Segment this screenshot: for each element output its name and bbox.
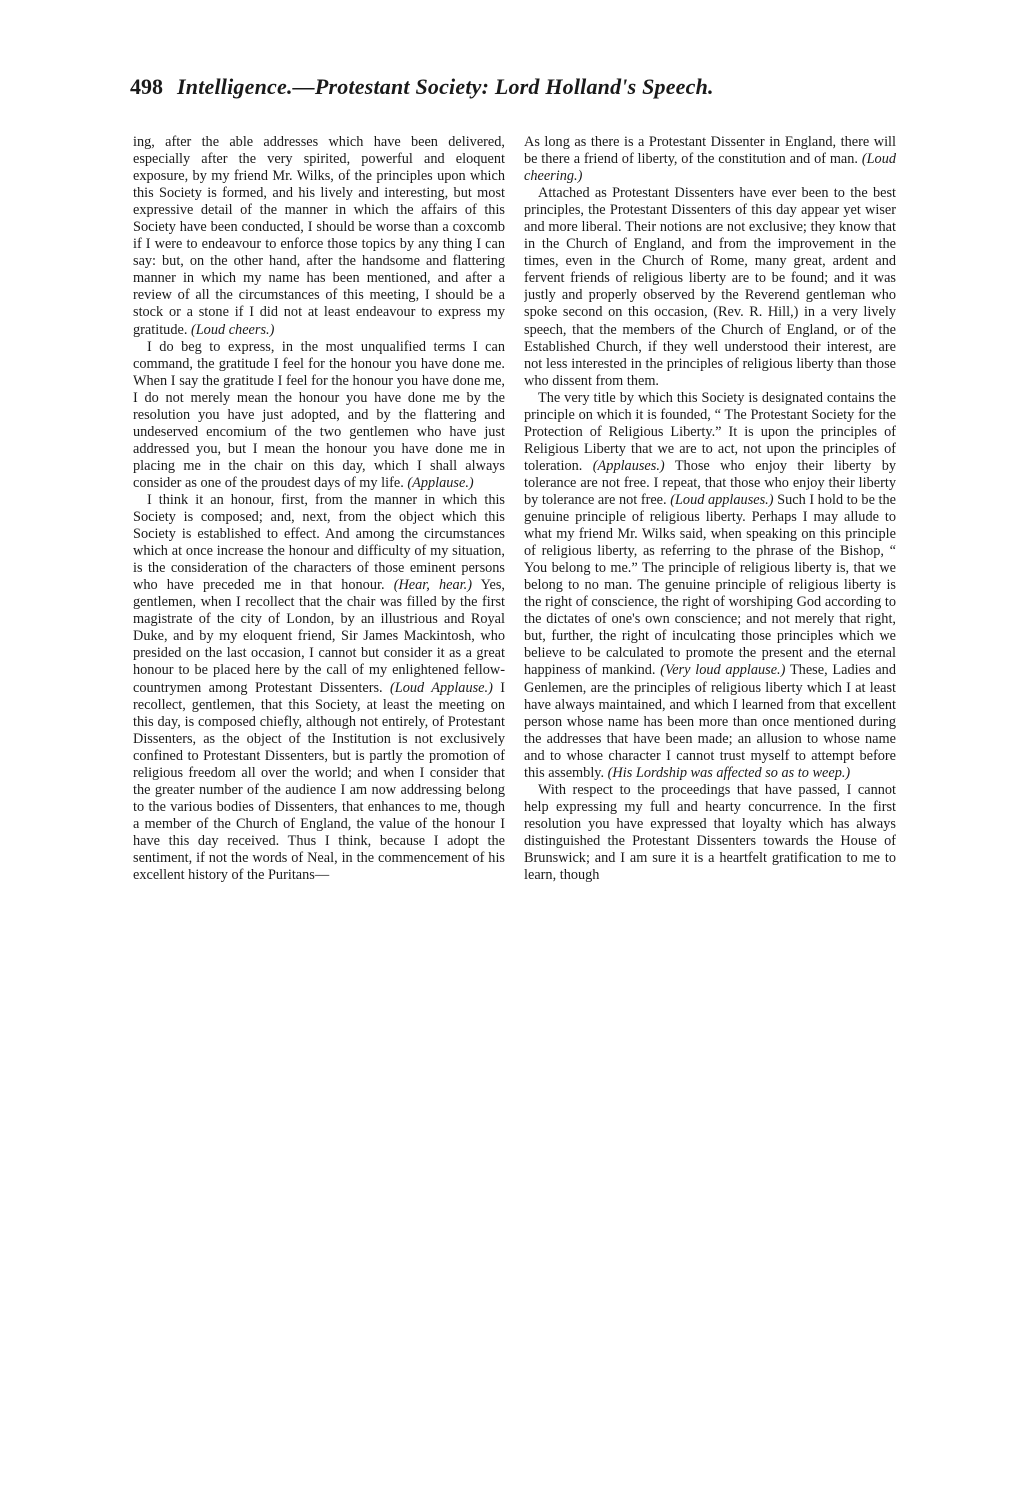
stage-note: (Applause.): [407, 474, 474, 491]
stage-note: (His Lordship was affected so as to weep.): [607, 764, 851, 781]
paragraph-text: As long as there is a Protestant Dissenter in England, there will be there a friend of liberty, of the constitution and of man.: [524, 134, 896, 168]
right-column: [524, 134, 896, 1434]
paragraph: [524, 185, 896, 390]
paragraph-text: I recollect, gentlemen, that this Society, at least the meeting on this day, is composed chiefly, although not entirely, of Protestant Dissenters, as the object of the Institution is not exclusively confined to Protestant Dissenters, but is partly the promotion of religious freedom all over the world; and when I consider that the greater number of the audience I am now addressing belong to the various bodies of Dissenters, that enhances to me, though a member of the Church of England, the value of the honour I have this day received. Thus I think, because I adopt the sentiment, if not the words of Neal, in the commencement of his excellent history of the Puritans—: [133, 679, 505, 884]
running-header: [130, 74, 920, 108]
paragraph-text: These, Ladies and Genlemen, are the principles of religious liberty which I at least have always maintained, and which I learned from that excellent person whose name has been more than once mentioned during the addresses that have been made; an allusion to whose name and to whose character I cannot trust myself to attempt before this assembly.: [524, 662, 896, 781]
stage-note: (Loud applauses.): [670, 491, 774, 508]
paragraph: [133, 492, 505, 884]
stage-note: (Loud cheering.): [524, 151, 896, 185]
stage-note: (Loud Applause.): [390, 679, 493, 696]
paragraph-text: Such I hold to be the genuine principle of religious liberty. Perhaps I may allude to what my friend Mr. Wilks said, when speaking on this principle of religious liberty, as referring to the phrase of the Bishop, “ You belong to me.” The principle of religious liberty is, that we belong to no man. The genuine principle of religious liberty is the right of conscience, the right of worshiping God according to the dictates of one's own conscience; and not merely that right, but, further, the right of inculcating those principles which we believe to be calculated to promote the present and the eternal happiness of mankind.: [524, 491, 896, 679]
paragraph-text: Attached as Protestant Dissenters have ever been to the best principles, the Protestant Dissenters of this day appear yet wiser and more liberal. Their notions are not exclusive; they know that in the Church of England, and from the improvement in the times, even in the Church of Rome, many great, ardent and fervent friends of religious liberty are to be found; and it was justly and properly observed by the Reverend gentleman who spoke second on this occasion, (Rev. R. Hill,) in a very lively speech, that the members of the Church of England, or of the Established Church, if they well understood their interest, are not less interested in the principles of religious liberty than those who dissent from them.: [524, 185, 896, 389]
paragraph-text: Those who enjoy their liberty by tolerance are not free. I repeat, that those who enjoy their liberty by tolerance are not free.: [524, 457, 896, 508]
paragraph-text: Yes, gentlemen, when I recollect that the chair was filled by the first magistrate of the city of London, by an illustrious and Royal Duke, and by my eloquent friend, Sir James Mackintosh, who presided on the last occasion, I cannot but consider it as a great honour to be placed here by the call of my enlightened fellow-countrymen among Protestant Dissenters.: [133, 577, 505, 696]
paragraph-text: I think it an honour, first, from the manner in which this Society is composed; and, next, from the object which this Society is established to effect. And among the circumstances which at once increase the honour and difficulty of my situation, is the consideration of the characters of those eminent persons who have preceded me in that honour.: [133, 491, 505, 594]
stage-note: (Applauses.): [592, 457, 665, 474]
paragraph: [524, 134, 896, 185]
paragraph: [524, 782, 896, 884]
page-number: 498: [130, 74, 163, 99]
stage-note: (Loud cheers.): [190, 321, 275, 338]
paragraph-text: The very title by which this Society is designated contains the principle on which it is founded, “ The Protestant Society for the Protection of Religious Liberty.” It is upon the principles of Religious Liberty that we are to act, not upon the principles of toleration.: [524, 389, 896, 474]
stage-note: (Hear, hear.): [393, 577, 472, 594]
paragraph-text: ing, after the able addresses which have been delivered, especially after the very spirited, powerful and eloquent exposure, by my friend Mr. Wilks, of the principles upon which this Society is formed, and his lively and interesting, but most expressive detail of the manner in which the affairs of this Society have been conducted, I should be worse than a coxcomb if I were to endeavour to enforce those topics by any thing I can say: but, on the other hand, after the handsome and flattering manner in which my name has been mentioned, and after a review of all the circumstances of this meeting, I should be a stock or a stone if I did not at least endeavour to express my gratitude.: [133, 134, 505, 338]
running-title: Intelligence.—Protestant Society: Lord Holland's Speech.: [177, 74, 714, 99]
stage-note: (Very loud applause.): [660, 662, 786, 679]
paragraph: [133, 339, 505, 492]
left-column: [133, 134, 505, 1434]
paragraph: [524, 390, 896, 782]
paragraph-text: With respect to the proceedings that have passed, I cannot help expressing my full and hearty concurrence. In the first resolution you have expressed that loyalty which has always distinguished the Protestant Dissenters towards the House of Brunswick; and I am sure it is a heartfelt gratification to me to learn, though: [524, 781, 896, 884]
paragraph-text: I do beg to express, in the most unqualified terms I can command, the gratitude I feel for the honour you have done me. When I say the gratitude I feel for the honour you have done me, I do not merely mean the honour you have done me by the resolution you have just adopted, and by the flattering and undeserved encomium of the two gentlemen who have just addressed you, but I mean the honour you have done me in placing me in the chair on this day, which I shall always consider as one of the proudest days of my life.: [133, 338, 505, 491]
paragraph: [133, 134, 505, 339]
